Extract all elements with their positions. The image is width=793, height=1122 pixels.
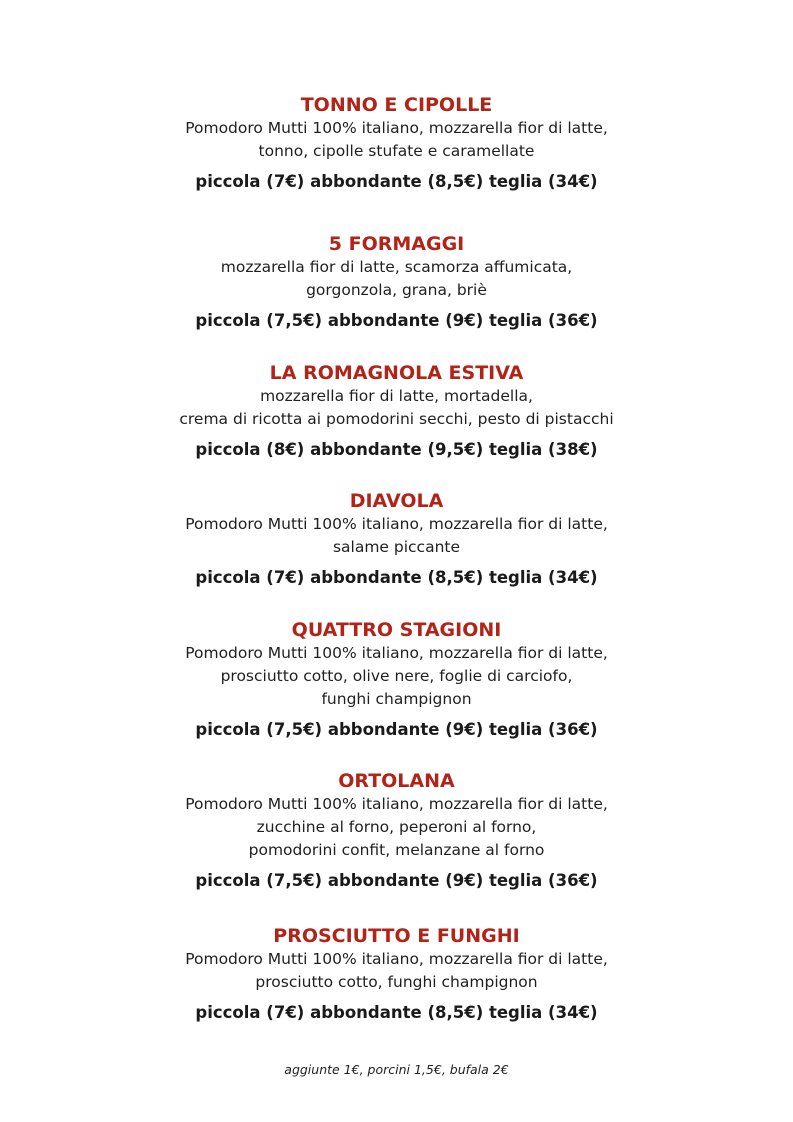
item-title: LA ROMAGNOLA ESTIVA (269, 362, 524, 384)
item-title: 5 FORMAGGI (328, 233, 465, 255)
item-price: piccola (7€) abbondante (8,5€) teglia (34€) (195, 172, 598, 191)
item-description-line: tonno, cipolle stufate e caramellate (258, 142, 535, 160)
item-description-line: Pomodoro Mutti 100% italiano, mozzarella fior di latte, (185, 119, 608, 137)
item-price: piccola (7,5€) abbondante (9€) teglia (36€) (195, 720, 598, 739)
menu-item-diavola (0, 489, 793, 590)
item-description-line: prosciutto cotto, funghi champignon (255, 973, 538, 991)
item-description-line: mozzarella fior di latte, scamorza affumicata, (220, 258, 573, 276)
item-price: piccola (7,5€) abbondante (9€) teglia (36€) (195, 311, 598, 330)
item-description-line: mozzarella fior di latte, mortadella, (260, 387, 533, 405)
menu-item-5-formaggi (0, 232, 793, 333)
item-description-line: salame piccante (332, 538, 461, 556)
item-description-line: Pomodoro Mutti 100% italiano, mozzarella fior di latte, (185, 795, 608, 813)
item-description-line: crema di ricotta ai pomodorini secchi, pesto di pistacchi (179, 410, 614, 428)
footer-note: aggiunte 1€, porcini 1,5€, bufala 2€ (284, 1062, 509, 1077)
item-description-line: pomodorini confit, melanzane al forno (248, 841, 545, 859)
item-title: TONNO E CIPOLLE (300, 94, 493, 116)
item-title: QUATTRO STAGIONI (291, 619, 502, 641)
item-description-line: prosciutto cotto, olive nere, foglie di carciofo, (220, 667, 573, 685)
item-description-line: zucchine al forno, peperoni al forno, (256, 818, 537, 836)
item-title: DIAVOLA (349, 490, 444, 512)
item-description-line: Pomodoro Mutti 100% italiano, mozzarella fior di latte, (185, 644, 608, 662)
item-description-line: gorgonzola, grana, briè (306, 281, 487, 299)
menu-item-tonno-e-cipolle (0, 93, 793, 194)
item-price: piccola (8€) abbondante (9,5€) teglia (38€) (195, 440, 598, 459)
item-price: piccola (7€) abbondante (8,5€) teglia (34€) (195, 1003, 598, 1022)
item-price: piccola (7€) abbondante (8,5€) teglia (34€) (195, 568, 598, 587)
item-title: ORTOLANA (338, 770, 455, 792)
item-description-line: Pomodoro Mutti 100% italiano, mozzarella fior di latte, (185, 515, 608, 533)
item-description-line: Pomodoro Mutti 100% italiano, mozzarella fior di latte, (185, 950, 608, 968)
menu-item-ortolana (0, 769, 793, 893)
item-title: PROSCIUTTO E FUNGHI (273, 925, 520, 947)
menu-item-la-romagnola-estiva (0, 361, 793, 462)
item-price: piccola (7,5€) abbondante (9€) teglia (36€) (195, 871, 598, 890)
item-description-line: funghi champignon (321, 690, 472, 708)
menu-item-quattro-stagioni (0, 618, 793, 742)
menu-item-prosciutto-e-funghi (0, 924, 793, 1025)
